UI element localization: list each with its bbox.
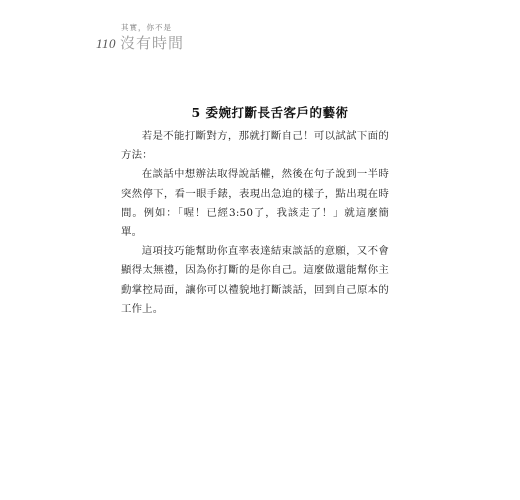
paragraph: 若是不能打斷對方，那就打斷自己！可以試試下面的方法：: [121, 130, 389, 162]
page-number: 110: [96, 36, 117, 51]
section-heading: 5 委婉打斷長舌客戶的藝術: [191, 105, 349, 121]
paragraph: 在談話中想辦法取得說話權，然後在句子說到一半時突然停下，看一眼手錶，表現出急迫的樣子，點出現在時間。例如：「喔！已經3:50了，我該走了！」就這麼簡單。: [121, 168, 389, 239]
body-text: [121, 127, 389, 319]
running-header: [96, 22, 296, 56]
book-subtitle: 其實，你不是: [121, 23, 172, 32]
book-title: 沒有時間: [120, 34, 185, 52]
paragraph: 這項技巧能幫助你直率表達結束談話的意願，又不會顯得太無禮，因為你打斷的是你自己。這麼做還能幫你主動掌控局面，讓你可以禮貌地打斷談話，回到自己原本的工作上。: [121, 245, 389, 315]
